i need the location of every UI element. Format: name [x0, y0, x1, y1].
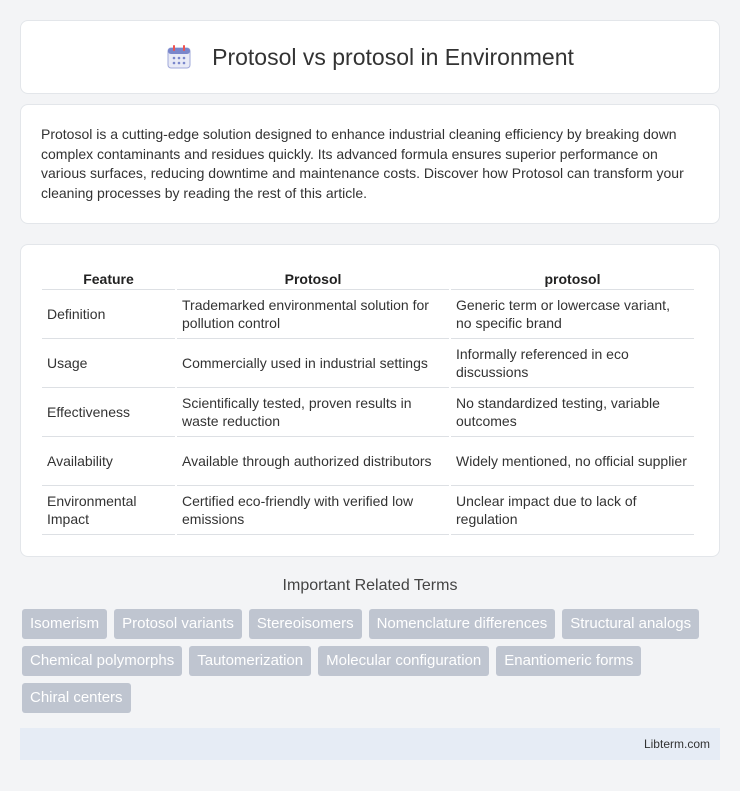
- tag-tautomerization[interactable]: Tautomerization: [189, 646, 311, 676]
- table-cell: Certified eco-friendly with verified low emissions: [177, 485, 449, 535]
- table-row: [42, 387, 694, 436]
- tag-stereoisomers[interactable]: Stereoisomers: [249, 609, 362, 639]
- table-cell: Generic term or lowercase variant, no specific brand: [451, 289, 694, 338]
- table-cell: Environmental Impact: [42, 485, 175, 535]
- column-header-feature: Feature: [83, 271, 134, 287]
- tag-chiral-centers[interactable]: Chiral centers: [22, 683, 131, 713]
- table-row: [42, 436, 694, 485]
- footer-site-link[interactable]: Libterm.com: [643, 737, 710, 751]
- footer: [20, 728, 720, 760]
- table-cell: Usage: [42, 338, 175, 387]
- page-title: Protosol vs protosol in Environment: [212, 43, 574, 70]
- tag-nomenclature-differences[interactable]: Nomenclature differences: [369, 609, 556, 639]
- table-cell: Availability: [42, 436, 175, 485]
- tag-enantiomeric-forms[interactable]: Enantiomeric forms: [496, 646, 641, 676]
- table-cell: Scientifically tested, proven results in waste reduction: [177, 387, 449, 436]
- table-cell: Informally referenced in eco discussions: [451, 338, 694, 387]
- related-terms-list: [22, 609, 722, 713]
- table-cell: Widely mentioned, no official supplier: [451, 436, 694, 485]
- table-cell: Definition: [42, 289, 175, 338]
- table-header-row: [42, 265, 694, 289]
- table-cell: Available through authorized distributors: [177, 436, 449, 485]
- table-cell: Trademarked environmental solution for pollution control: [177, 289, 449, 338]
- table-cell: Effectiveness: [42, 387, 175, 436]
- tag-isomerism[interactable]: Isomerism: [22, 609, 107, 639]
- column-header-protosol: Protosol: [284, 271, 342, 287]
- table-row: [42, 289, 694, 338]
- column-header-protosol-lowercase: protosol: [544, 271, 601, 287]
- intro-card: [20, 104, 720, 224]
- related-terms-title: Important Related Terms: [282, 577, 458, 594]
- table-cell: Unclear impact due to lack of regulation: [451, 485, 694, 535]
- calendar-icon: [166, 44, 192, 70]
- table-cell: No standardized testing, variable outcomes: [451, 387, 694, 436]
- intro-text: Protosol is a cutting-edge solution designed to enhance industrial cleaning efficiency by breaking down complex contaminants and residues quickly. Its advanced formula ensures superior performance on various surfaces, reducing downtime and maintenance costs. Discover how Protosol can transform your cleaning processes by reading the rest of this article.: [41, 126, 684, 201]
- table-cell: Commercially used in industrial settings: [177, 338, 449, 387]
- tag-molecular-configuration[interactable]: Molecular configuration: [318, 646, 489, 676]
- comparison-table: [40, 265, 696, 535]
- tag-protosol-variants[interactable]: Protosol variants: [114, 609, 242, 639]
- header-card: [20, 20, 720, 94]
- comparison-card: [20, 244, 720, 557]
- table-row: [42, 485, 694, 535]
- tag-structural-analogs[interactable]: Structural analogs: [562, 609, 699, 639]
- tag-chemical-polymorphs[interactable]: Chemical polymorphs: [22, 646, 182, 676]
- table-row: [42, 338, 694, 387]
